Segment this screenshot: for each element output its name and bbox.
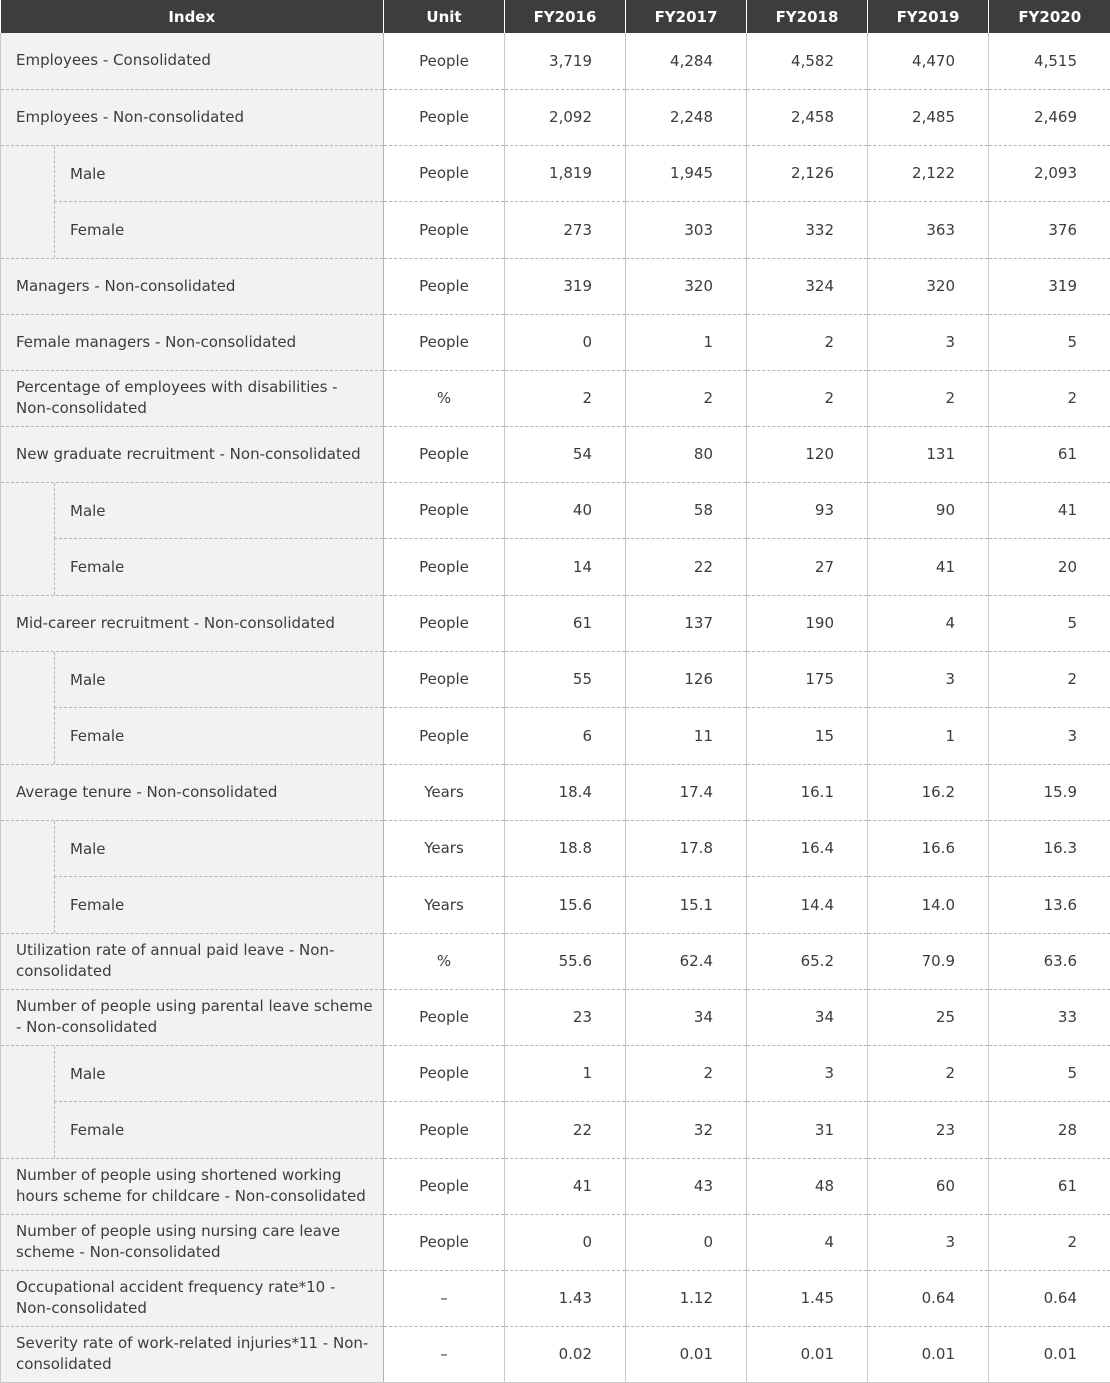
value-cell: 27 <box>747 539 868 596</box>
value-cell: 15.1 <box>626 877 747 934</box>
value-cell: 54 <box>505 426 626 482</box>
unit-cell: % <box>384 370 505 426</box>
value-cell: 1.45 <box>747 1270 868 1326</box>
value-cell: 32 <box>626 1102 747 1159</box>
row-label-cell <box>1 989 384 1045</box>
unit-cell: People <box>384 202 505 259</box>
value-cell: 23 <box>505 989 626 1045</box>
unit-cell: – <box>384 1270 505 1326</box>
header-fy2018: FY2018 <box>747 0 868 33</box>
index-label: Number of people using shortened working hours scheme for childcare - Non-consolidated <box>1 1165 383 1207</box>
index-label: Average tenure - Non-consolidated <box>1 782 383 803</box>
value-cell: 332 <box>747 202 868 259</box>
value-cell: 3 <box>747 1045 868 1102</box>
value-cell: 14.4 <box>747 877 868 934</box>
value-cell: 55.6 <box>505 933 626 989</box>
value-cell: 80 <box>626 426 747 482</box>
index-label: New graduate recruitment - Non-consolidated <box>1 444 383 465</box>
unit-cell: People <box>384 258 505 314</box>
unit-cell: People <box>384 651 505 708</box>
value-cell: 2,093 <box>989 145 1110 202</box>
value-cell: 2 <box>626 1045 747 1102</box>
unit-cell: % <box>384 933 505 989</box>
table-subrow <box>1 1045 1110 1102</box>
header-index: Index <box>1 0 384 33</box>
value-cell: 25 <box>868 989 989 1045</box>
value-cell: 0 <box>505 314 626 370</box>
value-cell: 15 <box>747 708 868 765</box>
value-cell: 2 <box>868 1045 989 1102</box>
unit-cell: People <box>384 1214 505 1270</box>
row-label-cell <box>1 651 384 708</box>
value-cell: 70.9 <box>868 933 989 989</box>
value-cell: 2 <box>747 370 868 426</box>
unit-cell: Years <box>384 764 505 820</box>
row-label-cell <box>1 426 384 482</box>
unit-cell: People <box>384 1102 505 1159</box>
value-cell: 2 <box>989 1214 1110 1270</box>
value-cell: 18.8 <box>505 820 626 877</box>
value-cell: 16.4 <box>747 820 868 877</box>
table-subrow <box>1 1102 1110 1159</box>
value-cell: 4,515 <box>989 33 1110 89</box>
value-cell: 2 <box>868 370 989 426</box>
index-label: Mid-career recruitment - Non-consolidated <box>1 613 383 634</box>
value-cell: 2,485 <box>868 89 989 145</box>
index-label: Female managers - Non-consolidated <box>1 332 383 353</box>
value-cell: 0.64 <box>868 1270 989 1326</box>
row-label-cell <box>1 482 384 539</box>
value-cell: 61 <box>989 1158 1110 1214</box>
value-cell: 22 <box>626 539 747 596</box>
unit-cell: People <box>384 89 505 145</box>
table-subrow <box>1 202 1110 259</box>
sub-index-label: Male <box>54 1046 383 1102</box>
value-cell: 190 <box>747 595 868 651</box>
table-row <box>1 426 1110 482</box>
table-row <box>1 89 1110 145</box>
row-label-cell <box>1 314 384 370</box>
value-cell: 1,945 <box>626 145 747 202</box>
unit-cell: People <box>384 1158 505 1214</box>
value-cell: 61 <box>989 426 1110 482</box>
unit-cell: People <box>384 426 505 482</box>
index-label: Number of people using nursing care leave scheme - Non-consolidated <box>1 1221 383 1263</box>
table-row <box>1 989 1110 1045</box>
unit-cell: – <box>384 1326 505 1382</box>
value-cell: 131 <box>868 426 989 482</box>
unit-cell: People <box>384 989 505 1045</box>
value-cell: 28 <box>989 1102 1110 1159</box>
table-subrow <box>1 820 1110 877</box>
value-cell: 324 <box>747 258 868 314</box>
value-cell: 14 <box>505 539 626 596</box>
header-fy2016: FY2016 <box>505 0 626 33</box>
unit-cell: People <box>384 314 505 370</box>
value-cell: 22 <box>505 1102 626 1159</box>
table-row <box>1 1326 1110 1382</box>
header-fy2020: FY2020 <box>989 0 1110 33</box>
row-label-cell <box>1 1102 384 1159</box>
value-cell: 320 <box>868 258 989 314</box>
value-cell: 0.01 <box>626 1326 747 1382</box>
value-cell: 90 <box>868 482 989 539</box>
row-label-cell <box>1 877 384 934</box>
value-cell: 60 <box>868 1158 989 1214</box>
index-label: Employees - Consolidated <box>1 50 383 71</box>
row-label-cell <box>1 539 384 596</box>
table-row <box>1 933 1110 989</box>
value-cell: 3 <box>989 708 1110 765</box>
sub-index-label: Female <box>54 876 383 933</box>
value-cell: 0.64 <box>989 1270 1110 1326</box>
unit-cell: People <box>384 539 505 596</box>
row-label-cell <box>1 1214 384 1270</box>
index-label: Percentage of employees with disabilities - Non-consolidated <box>1 377 383 419</box>
value-cell: 376 <box>989 202 1110 259</box>
value-cell: 5 <box>989 1045 1110 1102</box>
value-cell: 320 <box>626 258 747 314</box>
value-cell: 15.6 <box>505 877 626 934</box>
table-subrow <box>1 539 1110 596</box>
index-label: Number of people using parental leave scheme - Non-consolidated <box>1 996 383 1038</box>
value-cell: 1 <box>505 1045 626 1102</box>
value-cell: 1,819 <box>505 145 626 202</box>
value-cell: 2,458 <box>747 89 868 145</box>
value-cell: 18.4 <box>505 764 626 820</box>
value-cell: 126 <box>626 651 747 708</box>
value-cell: 31 <box>747 1102 868 1159</box>
row-label-cell <box>1 89 384 145</box>
table-body <box>1 33 1110 1382</box>
value-cell: 3 <box>868 1214 989 1270</box>
sub-index-label: Male <box>54 652 383 708</box>
index-label: Severity rate of work-related injuries*11 - Non-consolidated <box>1 1333 383 1375</box>
row-label-cell <box>1 370 384 426</box>
unit-cell: People <box>384 482 505 539</box>
value-cell: 0.01 <box>868 1326 989 1382</box>
table-subrow <box>1 651 1110 708</box>
table-row <box>1 314 1110 370</box>
value-cell: 273 <box>505 202 626 259</box>
sub-index-label: Female <box>54 1101 383 1158</box>
value-cell: 13.6 <box>989 877 1110 934</box>
value-cell: 2 <box>747 314 868 370</box>
value-cell: 1 <box>626 314 747 370</box>
sub-index-label: Female <box>54 201 383 258</box>
value-cell: 16.6 <box>868 820 989 877</box>
row-label-cell <box>1 764 384 820</box>
value-cell: 0 <box>505 1214 626 1270</box>
table-subrow <box>1 708 1110 765</box>
value-cell: 63.6 <box>989 933 1110 989</box>
value-cell: 2 <box>626 370 747 426</box>
header-fy2017: FY2017 <box>626 0 747 33</box>
value-cell: 3 <box>868 314 989 370</box>
value-cell: 0.01 <box>989 1326 1110 1382</box>
value-cell: 2,126 <box>747 145 868 202</box>
table-row <box>1 764 1110 820</box>
unit-cell: People <box>384 595 505 651</box>
table-row <box>1 1158 1110 1214</box>
value-cell: 2,122 <box>868 145 989 202</box>
value-cell: 1.43 <box>505 1270 626 1326</box>
value-cell: 48 <box>747 1158 868 1214</box>
value-cell: 58 <box>626 482 747 539</box>
value-cell: 33 <box>989 989 1110 1045</box>
index-label: Employees - Non-consolidated <box>1 107 383 128</box>
value-cell: 55 <box>505 651 626 708</box>
row-label-cell <box>1 595 384 651</box>
value-cell: 1.12 <box>626 1270 747 1326</box>
table-row <box>1 258 1110 314</box>
unit-cell: People <box>384 708 505 765</box>
value-cell: 175 <box>747 651 868 708</box>
value-cell: 11 <box>626 708 747 765</box>
table-row <box>1 33 1110 89</box>
row-label-cell <box>1 1326 384 1382</box>
sub-index-label: Female <box>54 707 383 764</box>
table-subrow <box>1 145 1110 202</box>
sub-index-label: Female <box>54 538 383 595</box>
value-cell: 0 <box>626 1214 747 1270</box>
header-unit: Unit <box>384 0 505 33</box>
value-cell: 363 <box>868 202 989 259</box>
row-label-cell <box>1 33 384 89</box>
index-label: Occupational accident frequency rate*10 - Non-consolidated <box>1 1277 383 1319</box>
unit-cell: Years <box>384 820 505 877</box>
table-row <box>1 1214 1110 1270</box>
value-cell: 2 <box>989 370 1110 426</box>
value-cell: 43 <box>626 1158 747 1214</box>
value-cell: 2,248 <box>626 89 747 145</box>
value-cell: 0.02 <box>505 1326 626 1382</box>
value-cell: 16.3 <box>989 820 1110 877</box>
value-cell: 17.4 <box>626 764 747 820</box>
table-row <box>1 1270 1110 1326</box>
sub-index-label: Male <box>54 483 383 539</box>
value-cell: 93 <box>747 482 868 539</box>
unit-cell: Years <box>384 877 505 934</box>
index-label: Managers - Non-consolidated <box>1 276 383 297</box>
value-cell: 4,470 <box>868 33 989 89</box>
row-label-cell <box>1 933 384 989</box>
value-cell: 34 <box>626 989 747 1045</box>
value-cell: 23 <box>868 1102 989 1159</box>
value-cell: 4,582 <box>747 33 868 89</box>
value-cell: 4 <box>747 1214 868 1270</box>
value-cell: 2,092 <box>505 89 626 145</box>
value-cell: 4,284 <box>626 33 747 89</box>
value-cell: 137 <box>626 595 747 651</box>
value-cell: 3 <box>868 651 989 708</box>
value-cell: 5 <box>989 595 1110 651</box>
table-row <box>1 595 1110 651</box>
value-cell: 15.9 <box>989 764 1110 820</box>
value-cell: 120 <box>747 426 868 482</box>
unit-cell: People <box>384 33 505 89</box>
value-cell: 17.8 <box>626 820 747 877</box>
value-cell: 4 <box>868 595 989 651</box>
value-cell: 2 <box>505 370 626 426</box>
value-cell: 16.1 <box>747 764 868 820</box>
value-cell: 319 <box>989 258 1110 314</box>
table-subrow <box>1 877 1110 934</box>
value-cell: 319 <box>505 258 626 314</box>
sub-index-label: Male <box>54 146 383 202</box>
sub-index-label: Male <box>54 821 383 877</box>
value-cell: 61 <box>505 595 626 651</box>
value-cell: 1 <box>868 708 989 765</box>
table-header-row <box>1 0 1110 33</box>
value-cell: 40 <box>505 482 626 539</box>
value-cell: 3,719 <box>505 33 626 89</box>
row-label-cell <box>1 202 384 259</box>
value-cell: 41 <box>868 539 989 596</box>
value-cell: 6 <box>505 708 626 765</box>
value-cell: 2,469 <box>989 89 1110 145</box>
row-label-cell <box>1 708 384 765</box>
value-cell: 41 <box>505 1158 626 1214</box>
value-cell: 0.01 <box>747 1326 868 1382</box>
row-label-cell <box>1 1270 384 1326</box>
value-cell: 62.4 <box>626 933 747 989</box>
table-row <box>1 370 1110 426</box>
row-label-cell <box>1 1045 384 1102</box>
value-cell: 2 <box>989 651 1110 708</box>
value-cell: 20 <box>989 539 1110 596</box>
row-label-cell <box>1 258 384 314</box>
row-label-cell <box>1 145 384 202</box>
unit-cell: People <box>384 1045 505 1102</box>
value-cell: 34 <box>747 989 868 1045</box>
unit-cell: People <box>384 145 505 202</box>
header-fy2019: FY2019 <box>868 0 989 33</box>
index-label: Utilization rate of annual paid leave - Non-consolidated <box>1 940 383 982</box>
value-cell: 303 <box>626 202 747 259</box>
value-cell: 16.2 <box>868 764 989 820</box>
value-cell: 14.0 <box>868 877 989 934</box>
row-label-cell <box>1 820 384 877</box>
value-cell: 41 <box>989 482 1110 539</box>
row-label-cell <box>1 1158 384 1214</box>
table-subrow <box>1 482 1110 539</box>
value-cell: 5 <box>989 314 1110 370</box>
value-cell: 65.2 <box>747 933 868 989</box>
